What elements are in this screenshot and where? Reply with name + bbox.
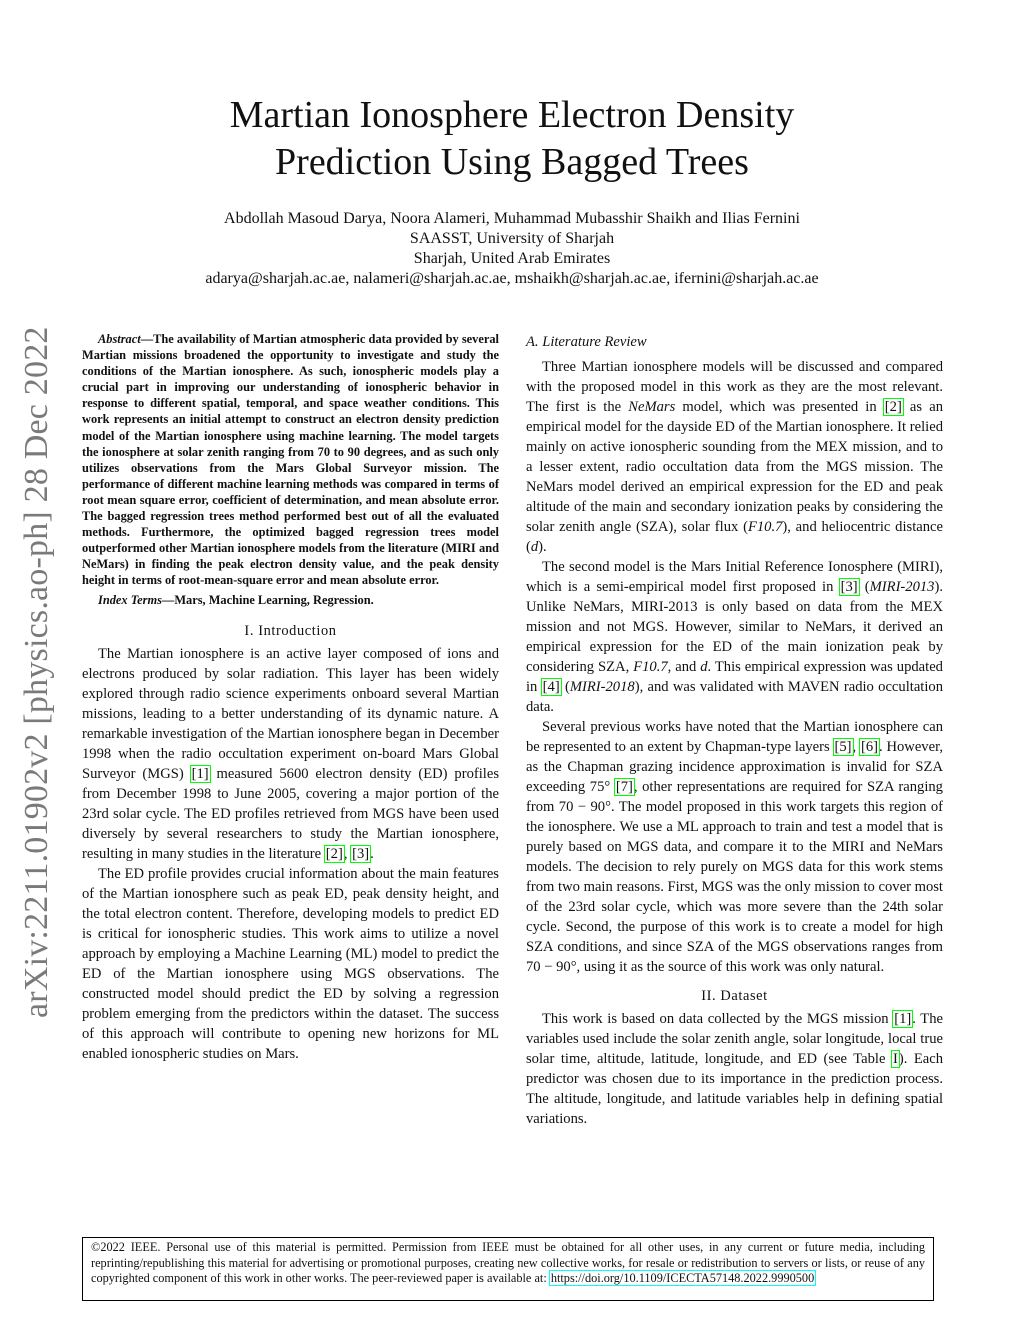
left-column: [82, 331, 499, 1064]
arxiv-side-stamp: arXiv:2211.01902v2 [physics.ao-ph] 28 Dec 2022: [18, 326, 55, 1018]
index-terms-text: —Mars, Machine Learning, Regression.: [161, 592, 374, 607]
citation-link[interactable]: [2]: [325, 845, 343, 862]
lit-p3-text-b: ,: [852, 739, 860, 755]
lit-p3-text-d: , other representations are required for SZA ranging from 70 − 90°. The model proposed in this work targets this region of the ionosphere. We use a ML approach to train and test a model that is purely based on MGS data, and compare it to the MIRI and NeMars models. The decision to rely purely on MGS data for this work stems from two main reasons. First, MGS was the only mission to cover most of the 23rd solar cycle, which was more severe than the 24th solar cycle. Second, the purpose of this work is to create a model for high SZA conditions, and since SZA of the MGS observations ranges from 70 − 90°, using it as the source of this work was only natural.: [526, 779, 943, 975]
citation-link[interactable]: [3]: [352, 845, 370, 862]
doi-link[interactable]: https://doi.org/10.1109/ICECTA57148.2022.9990500: [550, 1271, 815, 1286]
author-emails: adarya@sharjah.ac.ae, nalameri@sharjah.ac.ae, mshaikh@sharjah.ac.ae, ifernini@sharjah.ac.ae: [205, 270, 819, 287]
lit-p2-text-f: (: [560, 679, 570, 695]
table-reference-link[interactable]: I: [892, 1051, 898, 1067]
lit-p3-text-a: Several previous works have noted that the Martian ionosphere can be represented to an extent by Chapman-type layers: [526, 719, 943, 755]
affiliation-2: Sharjah, United Arab Emirates: [413, 250, 611, 267]
distance-symbol: d: [700, 659, 708, 675]
citation-link[interactable]: [2]: [884, 399, 902, 415]
lit-p2-text-d: , and: [667, 659, 701, 675]
citation-link[interactable]: [1]: [894, 1011, 912, 1027]
dataset-p1-text-a: This work is based on data collected by the MGS mission: [542, 1011, 894, 1027]
section-heading-introduction: I. Introduction: [244, 622, 337, 639]
title-line-1: Martian Ionosphere Electron Density: [229, 94, 795, 136]
lit-p1-text-d: ), and heliocentric distance (: [526, 519, 943, 555]
title-line-2: Prediction Using Bagged Trees: [275, 141, 749, 183]
author-names: Abdollah Masoud Darya, Noora Alameri, Muhammad Mubasshir Shaikh and Ilias Fernini: [224, 210, 800, 227]
intro-paragraph-1: [82, 644, 499, 864]
intro-p1-text-d: .: [370, 845, 374, 862]
paper-title: [150, 92, 874, 186]
abstract-text: —The availability of Martian atmospheric data provided by several Martian missions broadened the opportunity to investigate and study the conditions of the Martian ionosphere. As such, ionospheric models play a crucial part in improving our understanding of ionospheric behavior in response to different spatial, temporal, and space weather conditions. This work represents an initial attempt to construct an electron density prediction model of the Martian ionosphere using machine learning. The model targets the ionosphere at solar zenith ranging from 70 to 90 degrees, and as such only utilizes observations from the Mars Global Surveyor mission. The performance of different machine learning methods was compared in terms of root mean square error, coefficient of determination, and mean absolute error. The bagged regression trees method performed best out of all the evaluated methods. Furthermore, the optimized bagged regression trees model outperformed other Martian ionosphere models from the literature (MIRI and NeMars) in finding the peak electron density value, and the peak density height in terms of root-mean-square error and mean absolute error.: [82, 332, 499, 588]
affiliation-1: SAASST, University of Sharjah: [409, 230, 615, 247]
abstract-label: Abstract: [98, 332, 141, 346]
dataset-p1-text-c: ). Each predictor was chosen due to its importance in the prediction process. The altitude, longitude, and latitude variables help in defining spatial variations.: [526, 1051, 943, 1127]
lit-p1-text-c: as an empirical model for the dayside ED of the Martian ionosphere. It relied mainly on active ionospheric sounding from the MEX mission, and to a lesser extent, radio occultation data from the MGS mission. The NeMars model derived an empirical expression for the ED and peak altitude of the main and secondary ionization peaks by considering the solar zenith angle (SZA), solar flux (: [526, 399, 943, 535]
literature-paragraph-1: [526, 357, 943, 557]
intro-p1-text-a: The Martian ionosphere is an active layer composed of ions and electrons produced by solar radiation. This layer has been widely explored through radio science experiments onboard several Martian missions, leading to a better understanding of its dynamic nature. A remarkable investigation of the Martian ionosphere began in December 1998 when the radio occultation experiment on-board Mars Global Surveyor (MGS): [82, 645, 499, 782]
lit-p2-text-b: (: [858, 579, 870, 595]
intro-p1-text-b: measured 5600 electron density (ED) profiles from December 1998 to June 2005, covering a major portion of the 23rd solar cycle. The ED profiles retrieved from MGS have been used diversely by several researchers to study the Martian ionosphere, resulting in many studies in the literature: [82, 765, 500, 862]
lit-p1-text-b: model, which was presented in: [675, 399, 884, 415]
solar-flux-symbol: F10.7: [747, 519, 783, 535]
literature-paragraph-2: [526, 557, 943, 717]
lit-p1-text-a: Three Martian ionosphere models will be discussed and compared with the proposed model in this work as they are the most relevant. The first is the: [526, 359, 943, 415]
lit-p2-text-g: ), and was validated with MAVEN radio occultation data.: [526, 679, 943, 715]
copyright-text: ©2022 IEEE. Personal use of this material is permitted. Permission from IEEE must be obtained for all other uses, in any current or future media, including reprinting/republishing this material for advertising or promotional purposes, creating new collective works, for resale or redistribution to servers or lists, or reuse of any copyrighted component of this work in other works. The peer-reviewed paper is available at:: [91, 1240, 925, 1286]
miri-2013-term: MIRI-2013: [869, 579, 935, 595]
lit-p2-text-a: The second model is the Mars Initial Reference Ionosphere (MIRI), which is a semi-empirical model first proposed in: [526, 559, 943, 595]
right-column: [526, 331, 943, 1129]
intro-paragraph-2: The ED profile provides crucial information about the main features of the Martian ionosphere such as peak ED, peak density height, and the total electron content. Therefore, developing models to predict ED is critical for ionospheric studies. This work aims to utilize a novel approach by employing a Machine Learning (ML) model to predict the ED of the Martian ionosphere using MGS observations. The constructed model should predict the ED by solving a regression problem emerging from the predictors within the dataset. The success of this approach will contribute to opening new horizons for ML enabled ionospheric studies on Mars.: [82, 865, 499, 1062]
citation-link[interactable]: [4]: [542, 679, 560, 695]
citation-link[interactable]: [5]: [834, 739, 852, 755]
lit-p1-text-e: ).: [538, 539, 547, 555]
citation-link[interactable]: [3]: [840, 579, 858, 595]
lit-p2-text-c: ). Unlike NeMars, MIRI-2013 is only based on data from the MEX mission and not MGS. However, similar to NeMars, it derived an empirical expression for the ED of the main ionization peak by considering SZA,: [526, 579, 943, 675]
dataset-p1-text-b: . The variables used include the solar zenith angle, solar longitude, local true solar time, altitude, latitude, longitude, and ED (see Table: [526, 1011, 943, 1067]
miri-2018-term: MIRI-2018: [569, 679, 635, 695]
author-block: [130, 209, 894, 289]
lit-p2-text-e: . This empirical expression was updated in: [526, 659, 943, 695]
solar-flux-symbol: F10.7: [633, 659, 668, 675]
section-heading-dataset: II. Dataset: [701, 988, 768, 1004]
citation-link[interactable]: [7]: [615, 779, 633, 795]
abstract: [82, 331, 499, 589]
citation-link[interactable]: [6]: [860, 739, 879, 755]
literature-paragraph-3: [526, 717, 943, 977]
distance-symbol: d: [530, 539, 539, 555]
intro-p1-text-c: ,: [343, 845, 352, 862]
index-terms: [82, 592, 499, 608]
copyright-notice: [82, 1237, 934, 1301]
nemars-term: NeMars: [628, 399, 676, 415]
index-terms-label: Index Terms: [98, 592, 162, 607]
subsection-heading-literature-review: A. Literature Review: [526, 334, 647, 350]
citation-link[interactable]: [1]: [191, 765, 209, 782]
lit-p3-text-c: . However, as the Chapman grazing incidence approximation is invalid for SZA exceeding 75°: [526, 739, 944, 795]
dataset-paragraph-1: [526, 1009, 943, 1129]
